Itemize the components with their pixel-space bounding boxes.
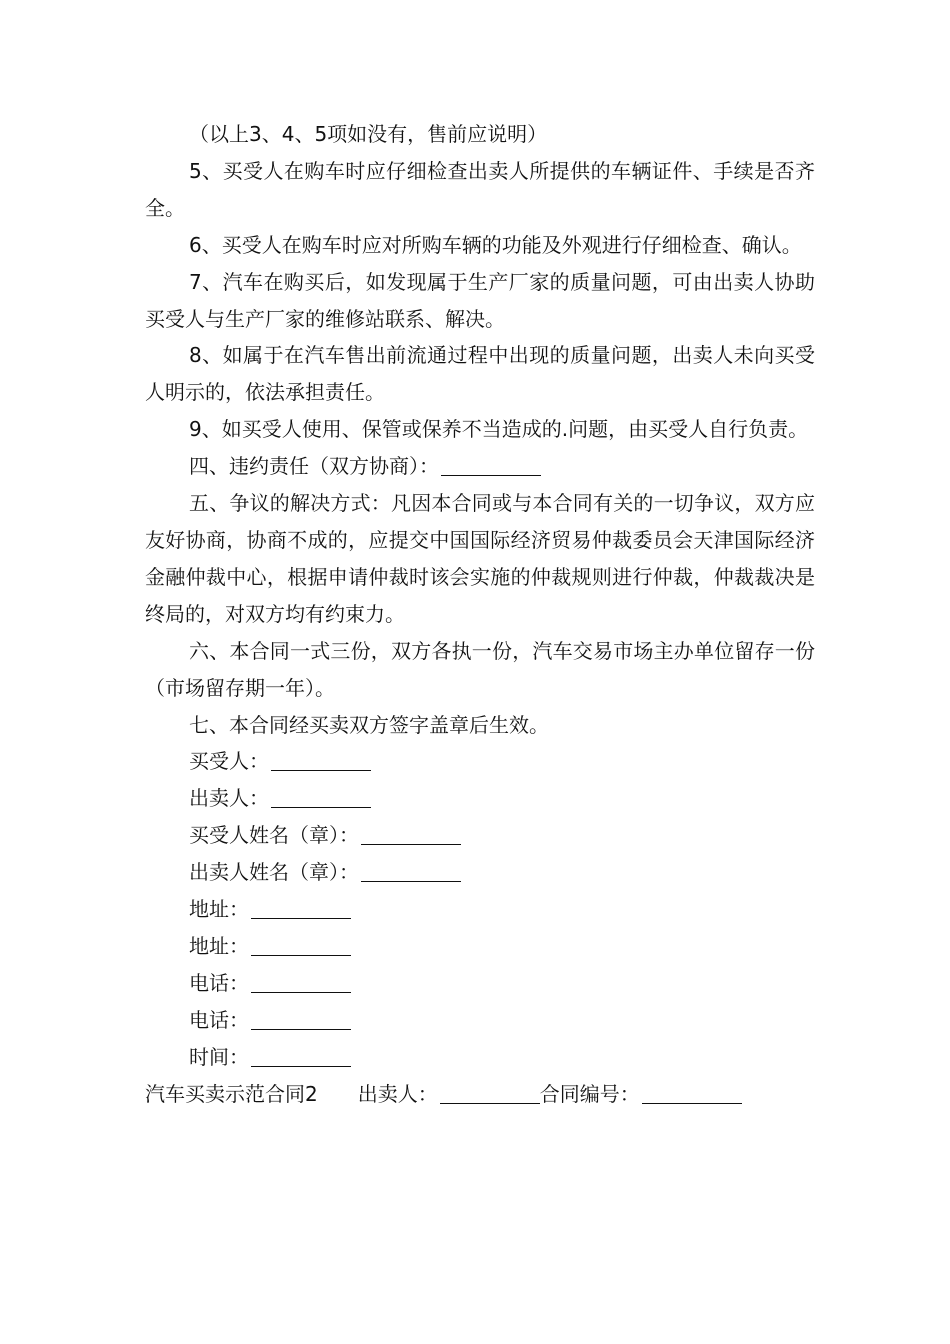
dispute-clause: 五、争议的解决方式：凡因本合同或与本合同有关的一切争议，双方应友好协商，协商不成的，应提交中国国际经济贸易仲裁委员会天津国际经济金融仲裁中心，根据申请仲裁时该会实施的仲裁规则进行仲裁，仲裁裁决是终局的，对双方均有约束力。 [145, 491, 815, 626]
buyer-name-blank [361, 824, 461, 845]
time-label: 时间： [189, 1044, 249, 1069]
address-field-2 [145, 928, 815, 965]
clause-6: 6、买受人在购车时应对所购车辆的功能及外观进行仔细检查、确认。 [189, 232, 802, 257]
time-blank [251, 1046, 351, 1067]
seller-name-label: 出卖人姓名（章）： [189, 860, 359, 885]
phone-label-2: 电话： [189, 1007, 249, 1032]
copies-clause: 六、本合同一式三份，双方各执一份，汽车交易市场主办单位留存一份（市场留存期一年）。 [145, 638, 815, 700]
contract-2-seller-blank [440, 1083, 540, 1104]
buyer-blank [271, 750, 371, 771]
seller-name-field [145, 854, 815, 891]
note-paragraph: （以上3、4、5项如没有，售前应说明） [189, 122, 548, 146]
breach-blank [441, 455, 541, 476]
phone-blank-2 [251, 1009, 351, 1030]
phone-label-1: 电话： [189, 970, 249, 995]
seller-field [145, 780, 815, 817]
seller-label: 出卖人： [189, 786, 269, 811]
contract-2-header [145, 1076, 815, 1113]
phone-blank-1 [251, 972, 351, 993]
address-label-1: 地址： [189, 897, 249, 922]
seller-name-blank [361, 861, 461, 882]
buyer-name-field [145, 817, 815, 854]
clause-7: 7、汽车在购买后，如发现属于生产厂家的质量问题，可由出卖人协助买受人与生产厂家的维修站联系、解决。 [145, 269, 815, 331]
breach-clause [145, 448, 815, 485]
document-body [145, 116, 815, 1112]
phone-field-2 [145, 1002, 815, 1039]
buyer-field [145, 743, 815, 780]
buyer-name-label: 买受人姓名（章）： [189, 823, 359, 848]
buyer-label: 买受人： [189, 749, 269, 774]
clause-9: 9、如买受人使用、保管或保养不当造成的.问题，由买受人自行负责。 [189, 417, 809, 442]
contract-number-blank [642, 1083, 742, 1104]
contract-2-title: 汽车买卖示范合同2 [145, 1081, 318, 1106]
effective-clause: 七、本合同经买卖双方签字盖章后生效。 [189, 712, 549, 737]
seller-blank [271, 787, 371, 808]
clause-5: 5、买受人在购车时应仔细检查出卖人所提供的车辆证件、手续是否齐全。 [145, 158, 815, 220]
address-field-1 [145, 891, 815, 928]
clause-8: 8、如属于在汽车售出前流通过程中出现的质量问题，出卖人未向买受人明示的，依法承担责任。 [145, 343, 815, 405]
phone-field-1 [145, 965, 815, 1002]
address-blank-2 [251, 935, 351, 956]
time-field [145, 1039, 815, 1076]
address-label-2: 地址： [189, 933, 249, 958]
contract-2-seller-label: 出卖人： [357, 1081, 438, 1106]
contract-number-label: 合同编号： [539, 1081, 640, 1106]
address-blank-1 [251, 898, 351, 919]
breach-label: 四、违约责任（双方协商）： [189, 454, 439, 479]
